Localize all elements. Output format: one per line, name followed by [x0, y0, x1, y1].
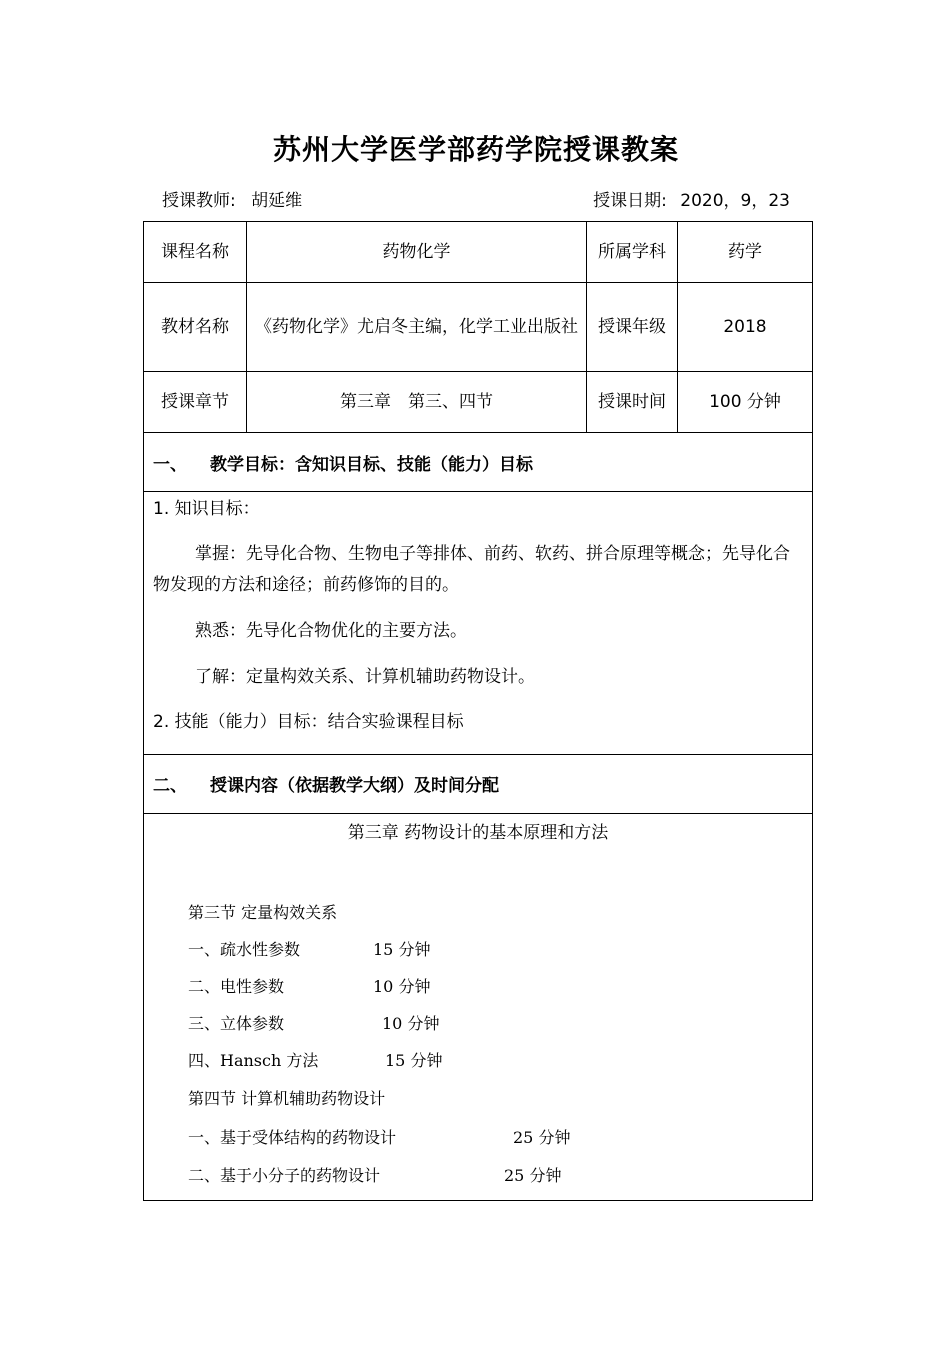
grade-value: 2018	[723, 317, 767, 337]
teaching-goals	[144, 492, 812, 755]
teacher-value: 胡延维	[251, 191, 303, 211]
textbook-value: 《药物化学》尤启冬主编，化学工业出版社	[247, 283, 587, 371]
course-name-label: 课程名称	[144, 222, 247, 282]
teacher-field	[162, 186, 302, 211]
skill-text: 2. 技能（能力）目标：结合实验课程目标	[153, 712, 464, 732]
info-row-course	[144, 222, 812, 283]
discipline-value: 药学	[728, 242, 762, 262]
duration-value: 100 分钟	[709, 392, 781, 412]
course-content: 第三章 药物设计的基本原理和方法 第三节 定量构效关系 一、疏水性参数 15 分钟 二、电性参数 10 分钟 三、立体参数 10 分钟 四、Hansch 方法 15 分钟 第四节 计算机辅助药物设计 一、基于受体结构的药物设计 25 分钟 二、基于小分子的药物设计 25 分钟	[144, 814, 812, 1200]
section1-number: 一、	[153, 454, 187, 475]
lesson-plan-table	[143, 221, 813, 1201]
page-title: 苏州大学医学部药学院授课教案	[272, 133, 679, 166]
course-name-value: 药物化学	[247, 222, 587, 282]
info-row-textbook	[144, 283, 812, 372]
familiar-text: 熟悉：先导化合物优化的主要方法。	[195, 621, 467, 641]
chapter-label: 授课章节	[144, 372, 247, 432]
info-row-chapter	[144, 372, 812, 433]
section2-header	[144, 754, 812, 814]
master-text: 掌握：先导化合物、生物电子等排体、前药、软药、拼合原理等概念；先导化合物发现的方法和途径；前药修饰的目的。	[153, 544, 790, 595]
textbook-label: 教材名称	[144, 283, 247, 371]
knowledge-heading: 1. 知识目标：	[153, 499, 260, 519]
section1-title: 教学目标：含知识目标、技能（能力）目标	[210, 454, 533, 475]
date-field	[593, 186, 790, 211]
section2-number: 二、	[153, 776, 187, 796]
date-label: 授课日期:	[593, 191, 667, 211]
understand-text: 了解：定量构效关系、计算机辅助药物设计。	[195, 667, 535, 687]
discipline-label: 所属学科	[587, 222, 678, 282]
teacher-label: 授课教师:	[162, 191, 236, 211]
duration-label: 授课时间	[587, 372, 678, 432]
grade-label: 授课年级	[587, 283, 678, 371]
date-value: 2020，9，23	[680, 191, 790, 211]
section2-title: 授课内容（依据教学大纲）及时间分配	[210, 776, 499, 796]
section1-header	[144, 433, 812, 492]
chapter-title: 第三章 药物设计的基本原理和方法	[347, 823, 609, 843]
chapter-value: 第三章 第三、四节	[247, 372, 587, 432]
